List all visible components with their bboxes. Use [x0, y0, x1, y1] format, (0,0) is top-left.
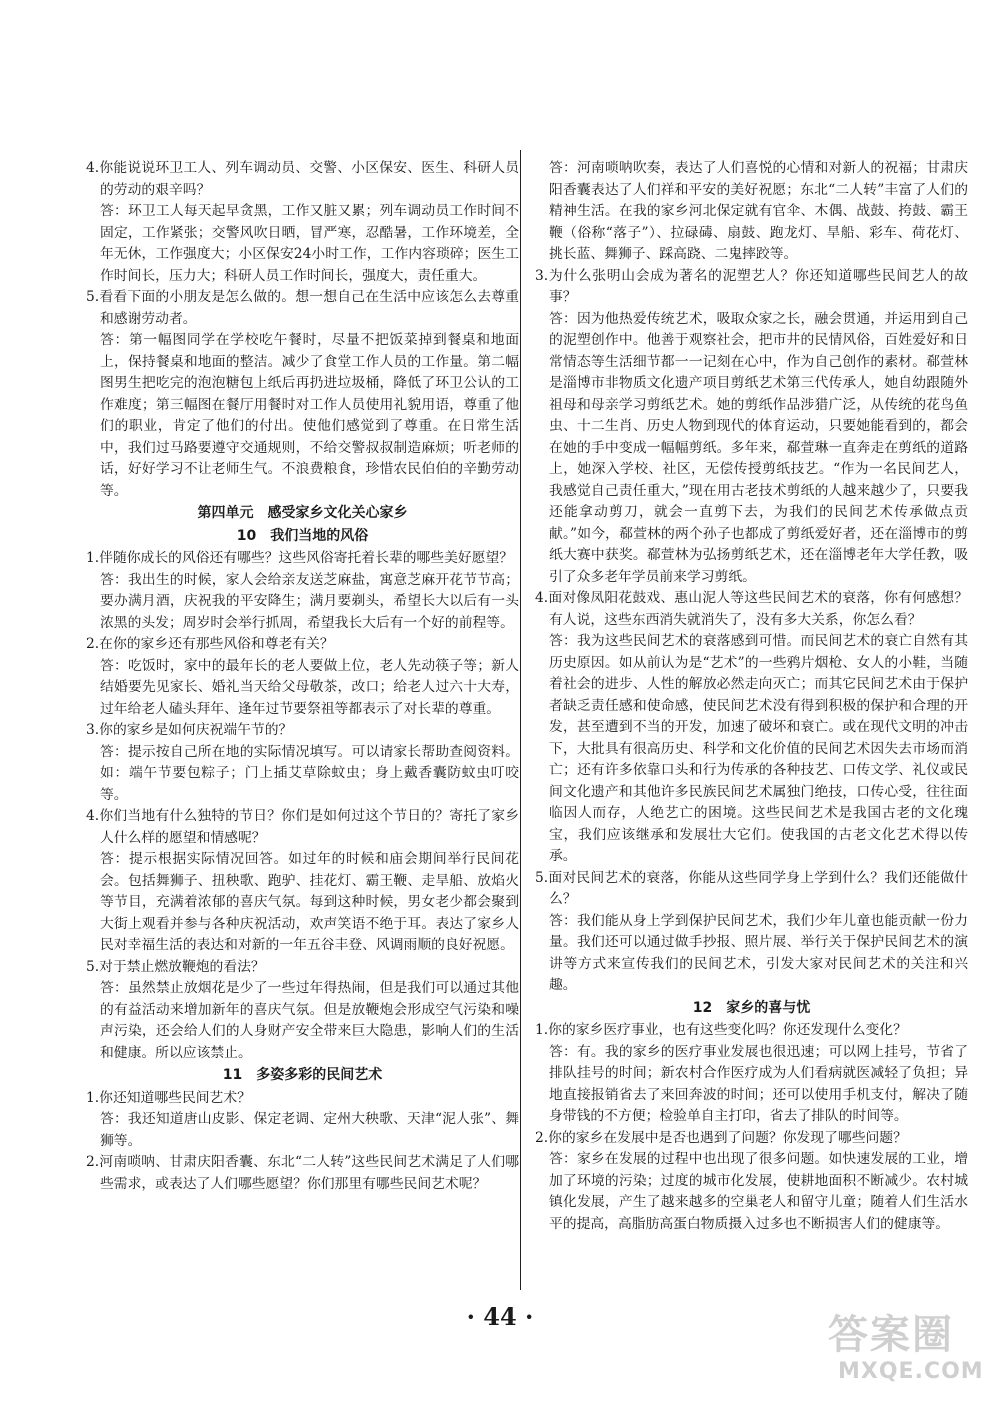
watermark-url: MXQE.COM	[838, 1359, 984, 1384]
question: 2.河南唢呐、甘肃庆阳香囊、东北“二人转”这些民间艺术满足了人们哪些需求，或表达了人们哪些愿望？你们那里有哪些民间艺术呢？	[86, 1154, 519, 1192]
watermark-logo	[824, 1297, 986, 1395]
question: 1.伴随你成长的风俗还有哪些？这些风俗寄托着长辈的哪些美好愿望？	[86, 550, 514, 566]
lesson-heading: 11 多姿多彩的民间艺术	[222, 1067, 383, 1083]
answer: 答：虽然禁止放烟花是少了一些过年得热闹，但是我们可以通过其他的有益活动来增加新年的喜庆气氛。但是放鞭炮会形成空气污染和噪声污染，还会给人们的人身财产安全带来巨大隐患，影响人们的生活和健康。所以应该禁止。	[100, 980, 519, 1061]
question: 5.面对民间艺术的衰落，你能从这些同学身上学到什么？我们还能做什么？	[535, 869, 968, 907]
question: 3.你的家乡是如何庆祝端午节的？	[86, 722, 293, 738]
question: 5.对于禁止燃放鞭炮的看法？	[86, 958, 265, 975]
answer: 答：第一幅图同学在学校吃午餐时，尽量不把饭菜掉到餐桌和地面上，保持餐桌和地面的整洁。减少了食堂工作人员的工作量。第二幅图男生把吃完的泡泡糖包上纸后再扔进垃圾桶，降低了环卫公认的工作难度；第三幅图在餐厅用餐时对工作人员使用礼貌用语，尊重了他们的职业，肯定了他们的付出。使他们感觉到了尊重。在日常生活中，我们过马路要遵守交通规则，不给交警叔叔制造麻烦；听老师的话，好好学习不让老师生气。不浪费粮食，珍惜农民伯伯的辛勤劳动等。	[100, 332, 519, 499]
lesson-heading: 12 家乡的喜与忧	[692, 999, 811, 1016]
question: 1.你还知道哪些民间艺术？	[86, 1089, 251, 1106]
answer: 答：我为这些民间艺术的衰落感到可惜。而民间艺术的衰亡自然有其历史原因。如从前认为是“艺术”的一些鸦片烟枪、女人的小鞋，当随着社会的进步、人性的解放必然走向灭亡；而其它民间艺术由于保护者缺乏责任感和使命感，使民间艺术没有得到积极的保护和合理的开发，甚至遭到不当的开发，加速了破坏和衰亡。或在现代文明的冲击下，大批具有很高历史、科学和文化价值的民间艺术因失去市场而消亡；还有许多依靠口头和行为传承的各种技艺、口传文学、礼仪或民间文化遗产和其他许多民族民间艺术属独门绝技，口传心受，往往面临因人而存，人绝艺亡的困境。这些民间艺术是我国古老的文化瑰宝，我们应该继承和发展壮大它们。使我国的古老文化艺术得以传承。	[549, 633, 968, 864]
answer: 答：提示按自己所在地的实际情况填写。可以请家长帮助查阅资料。如：端午节要包粽子；门上插艾草除蚊虫；身上戴香囊防蚊虫叮咬等。	[100, 743, 519, 803]
answer: 答：我出生的时候，家人会给亲友送芝麻盐，寓意芝麻开花节节高；要办满月酒，庆祝我的平安降生；满月要剃头，希望长大以后有一头浓黑的头发；周岁时会举行抓周，希望我长大后有一个好的前程等。	[100, 571, 519, 631]
column-divider	[520, 150, 521, 1290]
answer: 答：河南唢呐吹奏，表达了人们喜悦的心情和对新人的祝福；甘肃庆阳香囊表达了人们祥和平安的美好祝愿；东北“二人转”丰富了人们的精神生活。在我的家乡河北保定就有官伞、木偶、战鼓、挎鼓、霸王鞭（俗称“落子”）、拉碌碡、扇鼓、跑龙灯、旱船、彩车、荷花灯、挑长蓝、舞狮子、踩高跷、二鬼摔跤等。	[549, 160, 968, 262]
question: 4.面对像凤阳花鼓戏、惠山泥人等这些民间艺术的衰落，你有何感想？有人说，这些东西消失就消失了，没有多大关系，你怎么看？	[535, 590, 968, 628]
watermark-cn: 答案圈	[828, 1312, 954, 1358]
answer: 答：环卫工人每天起早贪黑，工作又脏又累；列车调动员工作时间不固定，工作紧张；交警风吹日晒，冒严寒，忍酷暑，工作环境差，全年无休，工作强度大；小区保安24小时工作，工作内容琐碎；医生工作时间长，压力大；科研人员工作时间长，强度大，责任重大。	[100, 203, 519, 284]
answer: 答：有。我的家乡的医疗事业发展也很迅速；可以网上挂号，节省了排队挂号的时间；新农村合作医疗成为人们看病就医减轻了负担；异地直接报销省去了来回奔波的时间；还可以使用手机支付，解决了随身带钱的不方便；检验单自主打印，省去了排队的时间等。	[549, 1043, 968, 1124]
left-column	[86, 158, 519, 1195]
lesson-heading: 10 我们当地的风俗	[236, 527, 369, 544]
question: 3.为什么张明山会成为著名的泥塑艺人？你还知道哪些民间艺人的故事？	[535, 267, 968, 305]
question: 1.你的家乡医疗事业，也有这些变化吗？你还发现什么变化？	[535, 1022, 907, 1038]
answer: 答：我们能从身上学到保护民间艺术，我们少年儿童也能贡献一份力量。我们还可以通过做手抄报、照片展、举行关于保护民间艺术的演讲等方式来宣传我们的民间艺术，引发大家对民间艺术的关注和兴趣。	[549, 912, 968, 993]
question: 5.看看下面的小朋友是怎么做的。想一想自己在生活中应该怎么去尊重和感谢劳动者。	[86, 289, 519, 327]
answer: 答：因为他热爱传统艺术，吸取众家之长，融会贯通，并运用到自己的泥塑创作中。他善于观察社会，把市井的民情风俗，百姓爱好和日常情态等生活细节都一一记刻在心中，作为自己创作的素材。郗萱林是淄博市非物质文化遗产项目剪纸艺术第三代传承人，她自幼跟随外祖母和母亲学习剪纸艺术。她的剪纸作品涉猎广泛，从传统的花鸟鱼虫、十二生肖、历史人物到现代的体育运动，只要她能看到的，都会在她的手中变成一幅幅剪纸。多年来，郗萱琳一直奔走在剪纸的道路上，她深入学校、社区，无偿传授剪纸技艺。“作为一名民间艺人，我感觉自己责任重大，”现在用古老技术剪纸的人越来越少了，只要我还能拿动剪刀，就会一直剪下去，为我们的民间艺术传承做点贡献。”如今，郗萱林的两个孙子也都成了剪纸爱好者，还在淄博市的剪纸大赛中获奖。郗萱林为弘扬剪纸艺术，还在淄博老年大学任教，吸引了众多老年学员前来学习剪纸。	[549, 310, 968, 585]
right-column	[535, 158, 968, 1235]
question: 2.你的家乡在发展中是否也遇到了问题？你发现了哪些问题？	[535, 1129, 907, 1146]
answer: 答：我还知道唐山皮影、保定老调、定州大秧歌、天津“泥人张”、舞狮等。	[100, 1111, 519, 1149]
answer: 答：吃饭时，家中的最年长的老人要做上位，老人先动筷子等；新人结婚要先见家长、婚礼当天给父母敬茶，改口；给老人过六十大寿，过年给老人磕头拜年、逢年过节要祭祖等都表示了对长辈的尊重。	[100, 657, 519, 717]
page-number: · 44 ·	[466, 1302, 534, 1331]
unit-heading: 第四单元 感受家乡文化关心家乡	[197, 505, 408, 521]
question: 4.你们当地有什么独特的节日？你们是如何过这个节日的？寄托了家乡人什么样的愿望和情感呢？	[86, 808, 519, 846]
question: 4.你能说说环卫工人、列车调动员、交警、小区保安、医生、科研人员的劳动的艰辛吗？	[86, 160, 519, 198]
question: 2.在你的家乡还有那些风俗和尊老有关？	[86, 636, 334, 652]
answer: 答：提示根据实际情况回答。如过年的时候和庙会期间举行民间花会。包括舞狮子、扭秧歌、跑驴、挂花灯、霸王鞭、走旱船、放焰火等节目，充满着浓郁的喜庆气氛。每到这种时候，男女老少都会聚到大街上观看并参与各种庆祝活动，欢声笑语不绝于耳。表达了家乡人民对幸福生活的表达和对新的一年五谷丰登、风调雨顺的良好祝愿。	[100, 851, 519, 953]
answer: 答：家乡在发展的过程中也出现了很多问题。如快速发展的工业，增加了环境的污染；过度的城市化发展，使耕地面积不断减少。农村城镇化发展，产生了越来越多的空巢老人和留守儿童；随着人们生活水平的提高，高脂肪高蛋白物质摄入过多也不断损害人们的健康等。	[549, 1151, 968, 1232]
